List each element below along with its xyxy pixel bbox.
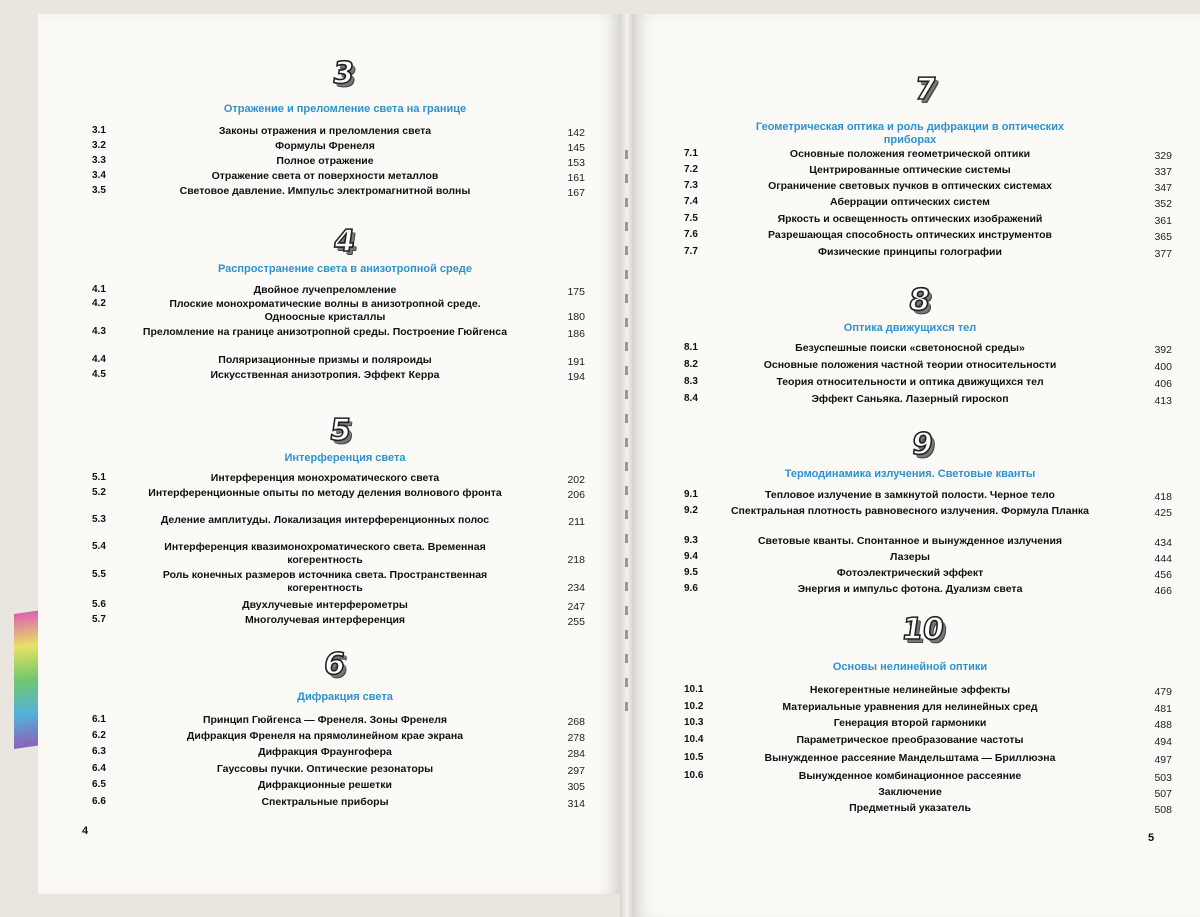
chapter-title: Оптика движущихся тел	[843, 322, 977, 334]
binding-stitch	[625, 462, 628, 471]
section-title: Световые кванты. Спонтанное и вынужденное излучения	[757, 535, 1063, 547]
section-title: Формулы Френеля	[275, 140, 375, 152]
page-ref: 268	[567, 716, 585, 728]
chapter-title: Отражение и преломление света на границе	[223, 103, 467, 115]
page-ref: 352	[1154, 198, 1172, 210]
section-title: Законы отражения и преломления света	[218, 125, 432, 137]
section-title: Заключение	[878, 786, 942, 798]
chapter-number: 8	[906, 283, 933, 318]
section-number: 7.3	[684, 180, 698, 191]
section-title: Двухлучевые интерферометры	[242, 599, 408, 611]
page-ref: 456	[1154, 569, 1172, 581]
section-number: 4.1	[92, 284, 106, 295]
section-number: 6.5	[92, 779, 106, 790]
binding-stitch	[625, 654, 628, 663]
section-number: 3.2	[92, 140, 106, 151]
section-title: Аберрации оптических систем	[830, 196, 990, 208]
page-ref: 418	[1154, 491, 1172, 503]
section-number: 7.4	[684, 196, 698, 207]
section-title: Вынужденное комбинационное рассеяние	[798, 770, 1022, 782]
section-number: 3.1	[92, 125, 106, 136]
section-number: 4.3	[92, 326, 106, 337]
section-title: Отражение света от поверхности металлов	[211, 170, 439, 182]
section-number: 4.5	[92, 369, 106, 380]
section-title: Эффект Саньяка. Лазерный гироскоп	[811, 393, 1009, 405]
section-title: Предметный указатель	[849, 802, 971, 814]
page-ref: 186	[567, 328, 585, 340]
page-ref: 434	[1154, 537, 1172, 549]
binding-stitch	[625, 294, 628, 303]
binding-stitch	[625, 150, 628, 159]
section-title: Спектральная плотность равновесного излучения. Формула Планка	[730, 505, 1090, 517]
page-ref: 153	[567, 157, 585, 169]
section-title: Теория относительности и оптика движущихся тел	[776, 376, 1044, 388]
page-ref: 377	[1154, 248, 1172, 260]
page-ref: 234	[567, 582, 585, 594]
section-number: 5.6	[92, 599, 106, 610]
section-number: 4.4	[92, 354, 106, 365]
page-ref: 329	[1154, 150, 1172, 162]
section-number: 7.1	[684, 148, 698, 159]
section-title: Центрированные оптические системы	[809, 164, 1011, 176]
section-title: Интерференция квазимонохроматического света. Временная когерентность	[164, 541, 486, 566]
binding-stitch	[625, 174, 628, 183]
page-ref: 191	[567, 356, 585, 368]
section-number: 5.4	[92, 541, 106, 552]
section-number: 7.6	[684, 229, 698, 240]
page-ref: 479	[1154, 686, 1172, 698]
section-title: Двойное лучепреломление	[253, 284, 397, 296]
section-title: Физические принципы голографии	[818, 246, 1002, 258]
binding-stitch	[625, 390, 628, 399]
section-number: 10.1	[684, 684, 704, 695]
section-number: 10.2	[684, 701, 704, 712]
page-ref: 503	[1154, 772, 1172, 784]
section-number: 7.2	[684, 164, 698, 175]
section-title: Поляризационные призмы и поляроиды	[218, 354, 432, 366]
page-ref: 425	[1154, 507, 1172, 519]
page-ref: 494	[1154, 736, 1172, 748]
page-ref: 161	[567, 172, 585, 184]
section-title: Вынужденное рассеяние Мандельштама — Бриллюэна	[764, 752, 1056, 764]
chapter-number: 7	[912, 72, 939, 107]
section-title: Дифракция Фраунгофера	[258, 746, 392, 758]
chapter-title: Термодинамика излучения. Световые кванты	[784, 468, 1036, 480]
section-number: 6.3	[92, 746, 106, 757]
section-number: 10.5	[684, 752, 704, 763]
page-ref: 337	[1154, 166, 1172, 178]
section-title: Дифракция Френеля на прямолинейном крае экрана	[186, 730, 464, 742]
page-number-left: 4	[82, 825, 89, 837]
section-title: Тепловое излучение в замкнутой полости. Черное тело	[765, 489, 1055, 501]
chapter-number: 9	[909, 427, 936, 462]
page-ref: 400	[1154, 361, 1172, 373]
binding-stitch	[625, 606, 628, 615]
section-number: 8.1	[684, 342, 698, 353]
section-number: 9.2	[684, 505, 698, 516]
section-number: 3.3	[92, 155, 106, 166]
binding-stitch	[625, 342, 628, 351]
section-title: Многолучевая интерференция	[244, 614, 406, 626]
section-title: Полное отражение	[276, 155, 374, 167]
binding-stitch	[625, 222, 628, 231]
section-number: 8.2	[684, 359, 698, 370]
section-title: Разрешающая способность оптических инструментов	[768, 229, 1052, 241]
section-title: Спектральные приборы	[261, 796, 389, 808]
page-ref: 284	[567, 748, 585, 760]
page-ref: 202	[567, 474, 585, 486]
binding-stitch	[625, 678, 628, 687]
page-ref: 347	[1154, 182, 1172, 194]
page-ref: 142	[567, 127, 585, 139]
page-ref: 180	[567, 311, 585, 323]
page-ref: 466	[1154, 585, 1172, 597]
page-ref: 145	[567, 142, 585, 154]
section-title: Преломление на границе анизотропной среды. Построение Гюйгенса	[142, 326, 508, 338]
section-number: 7.5	[684, 213, 698, 224]
section-title: Искусственная анизотропия. Эффект Керра	[210, 369, 440, 381]
section-title: Безуспешные поиски «светоносной среды»	[795, 342, 1025, 354]
binding-stitch	[625, 702, 628, 711]
page-ref: 361	[1154, 215, 1172, 227]
section-title: Ограничение световых пучков в оптических системах	[768, 180, 1052, 192]
page-ref: 167	[567, 187, 585, 199]
page-number-right: 5	[1148, 832, 1155, 844]
binding-stitch	[625, 414, 628, 423]
page-ref: 481	[1154, 703, 1172, 715]
binding-stitch	[625, 534, 628, 543]
page-ref: 206	[567, 489, 585, 501]
page-ref: 365	[1154, 231, 1172, 243]
section-number: 9.3	[684, 535, 698, 546]
section-number: 6.1	[92, 714, 106, 725]
section-number: 10.3	[684, 717, 704, 728]
page-ref: 218	[567, 554, 585, 566]
section-title: Лазеры	[890, 551, 930, 563]
section-number: 10.6	[684, 770, 704, 781]
section-title: Некогерентные нелинейные эффекты	[809, 684, 1011, 696]
page-ref: 255	[567, 616, 585, 628]
section-title: Принцип Гюйгенса — Френеля. Зоны Френеля	[202, 714, 448, 726]
section-number: 5.2	[92, 487, 106, 498]
binding-stitch	[625, 246, 628, 255]
section-title: Световое давление. Импульс электромагнитной волны	[179, 185, 471, 197]
section-number: 8.3	[684, 376, 698, 387]
page-ref: 211	[568, 516, 585, 528]
section-title: Яркость и освещенность оптических изображений	[777, 213, 1043, 225]
binding-stitch	[625, 270, 628, 279]
binding-stitch	[625, 582, 628, 591]
page-ref: 444	[1154, 553, 1172, 565]
page-ref: 278	[567, 732, 585, 744]
section-number: 4.2	[92, 298, 106, 309]
chapter-number: 10	[899, 612, 947, 647]
section-title: Деление амплитуды. Локализация интерференционных полос	[160, 514, 490, 526]
section-number: 6.2	[92, 730, 106, 741]
chapter-number: 6	[321, 647, 348, 682]
section-title: Материальные уравнения для нелинейных сред	[782, 701, 1038, 713]
binding-stitch	[625, 558, 628, 567]
section-title: Основные положения геометрической оптики	[789, 148, 1031, 160]
section-title: Плоские монохроматические волны в анизотропной среде. Одноосные кристаллы	[169, 298, 481, 323]
page-ref: 508	[1154, 804, 1172, 816]
section-number: 5.1	[92, 472, 106, 483]
chapter-title: Геометрическая оптика и роль дифракции в оптических приборах	[755, 121, 1065, 146]
section-title: Роль конечных размеров источника света. Пространственная когерентность	[162, 569, 488, 594]
section-number: 9.6	[684, 583, 698, 594]
section-title: Дифракционные решетки	[258, 779, 392, 791]
page-ref: 406	[1154, 378, 1172, 390]
page-ref: 297	[567, 765, 585, 777]
section-number: 8.4	[684, 393, 698, 404]
binding-stitch	[625, 366, 628, 375]
section-number: 7.7	[684, 246, 698, 257]
section-title: Генерация второй гармоники	[833, 717, 987, 729]
page-ref: 314	[567, 798, 585, 810]
section-title: Интерференция монохроматического света	[210, 472, 440, 484]
section-title: Параметрическое преобразование частоты	[796, 734, 1024, 746]
page-ref: 488	[1154, 719, 1172, 731]
section-number: 10.4	[684, 734, 704, 745]
section-number: 9.4	[684, 551, 698, 562]
binding-stitch	[625, 198, 628, 207]
section-number: 5.7	[92, 614, 106, 625]
chapter-number: 5	[327, 413, 354, 448]
chapter-number: 4	[331, 224, 358, 259]
page-ref: 194	[567, 371, 585, 383]
page-ref: 507	[1154, 788, 1172, 800]
section-number: 5.3	[92, 514, 106, 525]
section-number: 5.5	[92, 569, 106, 580]
section-number: 3.4	[92, 170, 106, 181]
page-ref: 247	[567, 601, 585, 613]
page-ref: 392	[1154, 344, 1172, 356]
chapter-title: Распространение света в анизотропной среде	[217, 263, 472, 275]
binding-stitch	[625, 630, 628, 639]
binding-stitch	[625, 438, 628, 447]
binding-stitch	[625, 318, 628, 327]
page-ref: 175	[567, 286, 585, 298]
section-title: Фотоэлектрический эффект	[836, 567, 984, 579]
binding-stitch	[625, 510, 628, 519]
section-number: 9.5	[684, 567, 698, 578]
page-ref: 413	[1154, 395, 1172, 407]
section-title: Основные положения частной теории относительности	[763, 359, 1057, 371]
binding-stitch	[625, 486, 628, 495]
chapter-number: 3	[330, 56, 357, 91]
section-title: Гауссовы пучки. Оптические резонаторы	[216, 763, 434, 775]
section-number: 9.1	[684, 489, 698, 500]
chapter-title: Основы нелинейной оптики	[832, 661, 988, 673]
chapter-title: Дифракция света	[297, 691, 393, 703]
section-number: 6.4	[92, 763, 106, 774]
section-title: Энергия и импульс фотона. Дуализм света	[797, 583, 1023, 595]
chapter-title: Интерференция света	[284, 452, 406, 464]
page-ref: 305	[567, 781, 585, 793]
section-title: Интерференционные опыты по методу деления волнового фронта	[148, 487, 502, 499]
section-number: 6.6	[92, 796, 106, 807]
section-number: 3.5	[92, 185, 106, 196]
page-ref: 497	[1154, 754, 1172, 766]
